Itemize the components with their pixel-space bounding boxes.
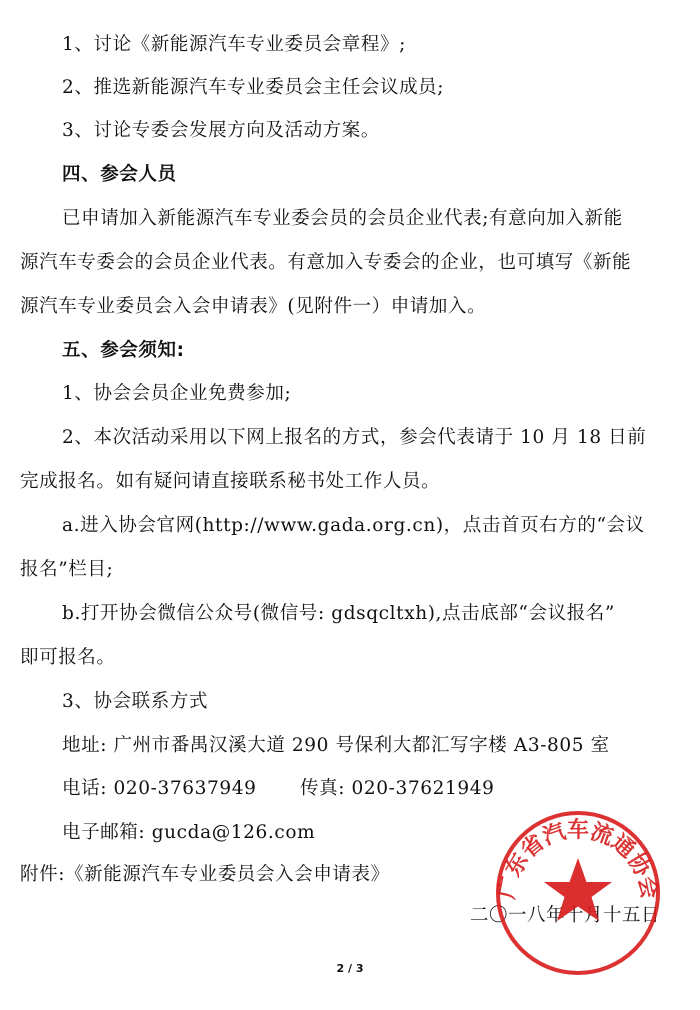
attendees-paragraph-line-1: 已申请加入新能源汽车专业委会员的会员企业代表;有意向加入新能 [62,208,623,229]
attachment-line: 附件:《新能源汽车专业委员会入会申请表》 [20,864,390,885]
seal-star-icon [544,858,612,921]
section-heading-attendees: 四、参会人员 [62,164,177,185]
notice-item-3: 3、协会联系方式 [62,691,209,712]
notice-item-1: 1、协会会员企业免费参加; [62,383,292,404]
agenda-item-1: 1、讨论《新能源汽车专业委员会章程》; [62,34,406,55]
notice-item-2-line-2: 完成报名。如有疑问请直接联系秘书处工作人员。 [20,471,441,492]
attendees-paragraph-line-2: 源汽车专委会的会员企业代表。有意加入专委会的企业，也可填写《新能 [20,252,632,273]
section-heading-notice: 五、参会须知: [62,340,185,361]
document-date: 二〇一八年十月十五日 [470,905,661,926]
official-seal-stamp [493,808,663,978]
notice-item-b-line-1: b.打开协会微信公众号(微信号: gdsqcltxh),点击底部“会议报名” [62,603,615,624]
notice-item-b-line-2: 即可报名。 [20,647,116,668]
attendees-paragraph-line-3: 源汽车专业委员会入会申请表》(见附件一）申请加入。 [20,296,487,317]
contact-email: 电子邮箱: gucda@126.com [62,822,316,843]
contact-phone: 电话: 020-37637949 [62,778,257,799]
seal-text: 广东省汽车流通协会 [494,818,662,901]
contact-fax: 传真: 020-37621949 [300,778,495,799]
agenda-item-3: 3、讨论专委会发展方向及活动方案。 [62,120,380,141]
notice-item-a-line-1: a.进入协会官网(http://www.gada.org.cn)，点击首页右方的“会议 [62,515,645,536]
notice-item-2-line-1: 2、本次活动采用以下网上报名的方式，参会代表请于 10 月 18 日前 [62,427,647,448]
page-number: 2 / 3 [336,962,364,975]
agenda-item-2: 2、推选新能源汽车专业委员会主任会议成员; [62,77,445,98]
notice-item-a-line-2: 报名”栏目; [20,559,114,580]
contact-address: 地址: 广州市番禺汉溪大道 290 号保利大都汇写字楼 A3-805 室 [62,735,610,756]
